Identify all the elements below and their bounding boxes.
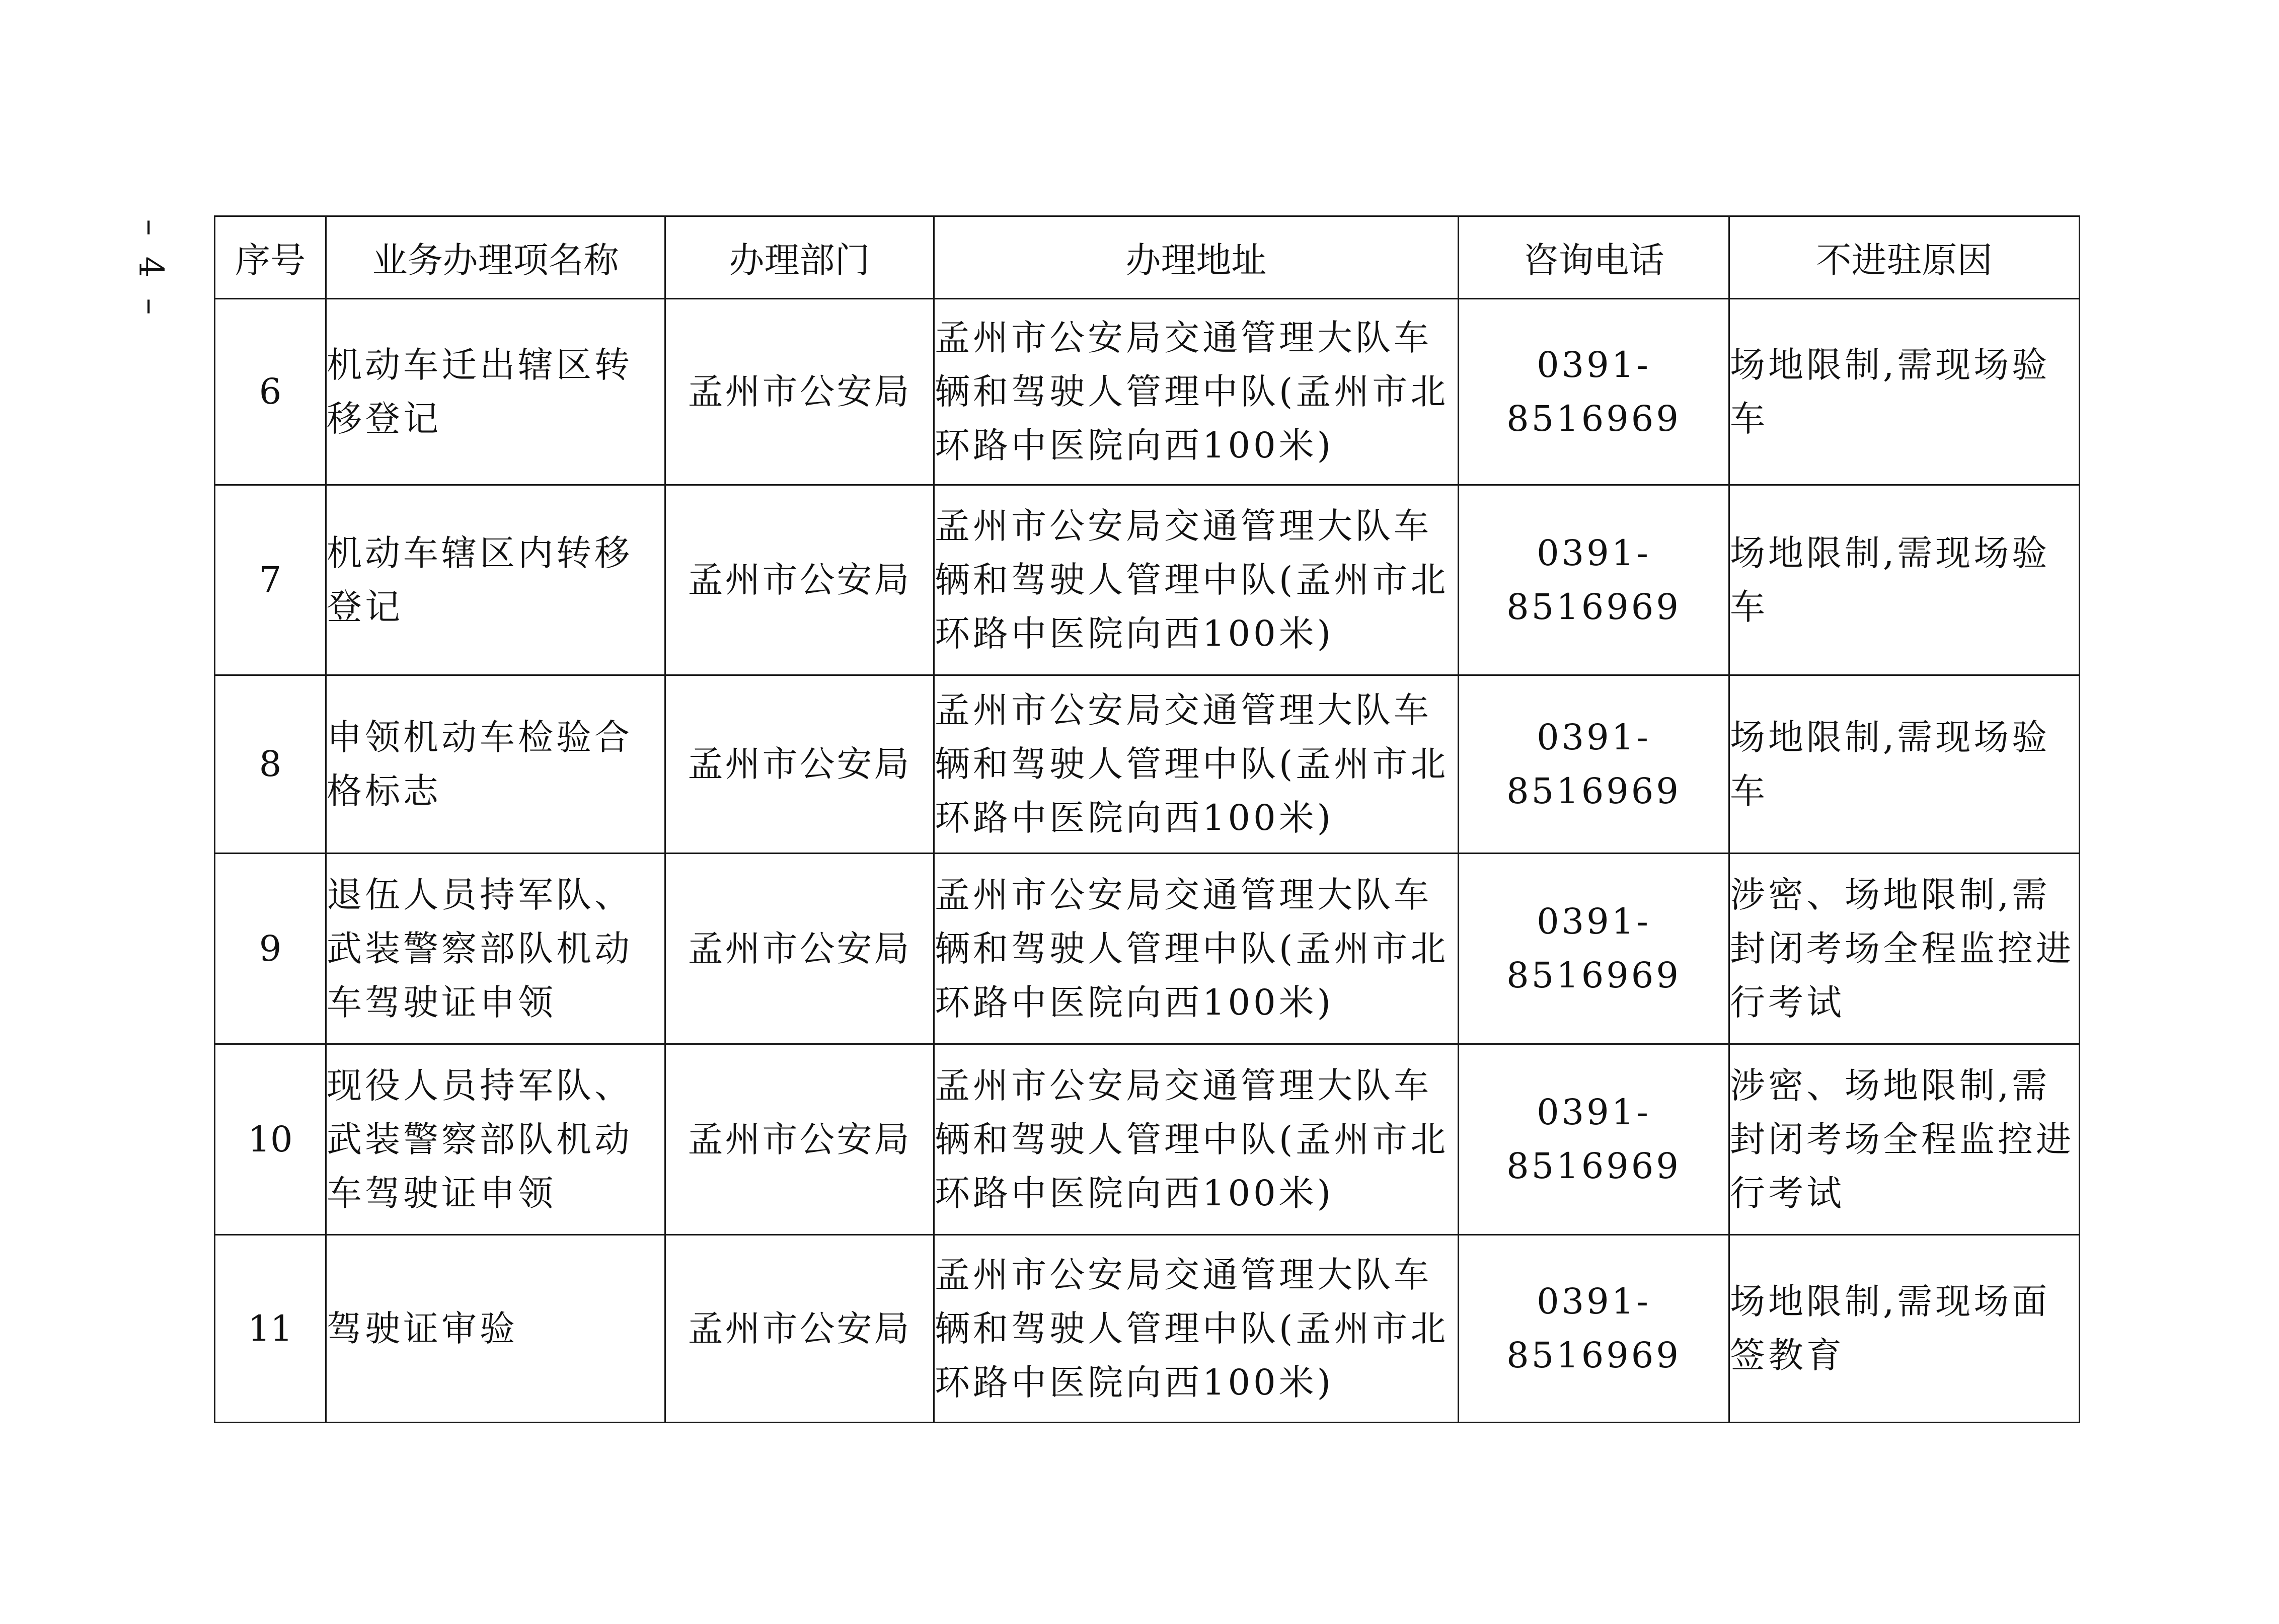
row-name: 现役人员持军队、武装警察部队机动车驾驶证申领 (326, 1044, 665, 1235)
row-address: 孟州市公安局交通管理大队车辆和驾驶人管理中队(孟州市北环路中医院向西100米) (934, 854, 1459, 1044)
header-num: 序号 (215, 216, 326, 299)
row-phone: 0391-8516969 (1459, 485, 1729, 675)
row-phone: 0391-8516969 (1459, 1235, 1729, 1423)
row-name: 机动车辖区内转移登记 (326, 485, 665, 675)
row-name: 机动车迁出辖区转移登记 (326, 299, 665, 485)
row-phone: 0391-8516969 (1459, 675, 1729, 854)
header-phone: 咨询电话 (1459, 216, 1729, 299)
row-reason: 场地限制,需现场面签教育 (1729, 1235, 2080, 1423)
row-name: 退伍人员持军队、武装警察部队机动车驾驶证申领 (326, 854, 665, 1044)
header-reason: 不进驻原因 (1729, 216, 2080, 299)
row-phone: 0391-8516969 (1459, 1044, 1729, 1235)
table-row (215, 299, 2080, 485)
row-num: 6 (215, 299, 326, 485)
row-phone: 0391-8516969 (1459, 854, 1729, 1044)
table-row (215, 485, 2080, 675)
header-address: 办理地址 (934, 216, 1459, 299)
row-address: 孟州市公安局交通管理大队车辆和驾驶人管理中队(孟州市北环路中医院向西100米) (934, 1044, 1459, 1235)
row-dept: 孟州市公安局 (665, 299, 934, 485)
table-row (215, 1235, 2080, 1423)
table-row (215, 675, 2080, 854)
header-name: 业务办理项名称 (326, 216, 665, 299)
row-reason: 涉密、场地限制,需封闭考场全程监控进行考试 (1729, 854, 2080, 1044)
row-reason: 场地限制,需现场验车 (1729, 485, 2080, 675)
service-table (214, 215, 2080, 1423)
table-row (215, 1044, 2080, 1235)
row-dept: 孟州市公安局 (665, 1235, 934, 1423)
row-reason: 涉密、场地限制,需封闭考场全程监控进行考试 (1729, 1044, 2080, 1235)
table-header-row (215, 216, 2080, 299)
row-address: 孟州市公安局交通管理大队车辆和驾驶人管理中队(孟州市北环路中医院向西100米) (934, 675, 1459, 854)
row-num: 8 (215, 675, 326, 854)
row-name: 申领机动车检验合格标志 (326, 675, 665, 854)
table-row (215, 854, 2080, 1044)
page-number (123, 209, 179, 330)
page-number-text: – 4 – (131, 219, 171, 320)
row-phone: 0391-8516969 (1459, 299, 1729, 485)
header-dept: 办理部门 (665, 216, 934, 299)
row-name: 驾驶证审验 (326, 1235, 665, 1423)
row-num: 11 (215, 1235, 326, 1423)
row-num: 7 (215, 485, 326, 675)
row-reason: 场地限制,需现场验车 (1729, 299, 2080, 485)
row-address: 孟州市公安局交通管理大队车辆和驾驶人管理中队(孟州市北环路中医院向西100米) (934, 299, 1459, 485)
row-num: 10 (215, 1044, 326, 1235)
row-dept: 孟州市公安局 (665, 854, 934, 1044)
row-dept: 孟州市公安局 (665, 675, 934, 854)
row-reason: 场地限制,需现场验车 (1729, 675, 2080, 854)
row-dept: 孟州市公安局 (665, 1044, 934, 1235)
row-address: 孟州市公安局交通管理大队车辆和驾驶人管理中队(孟州市北环路中医院向西100米) (934, 1235, 1459, 1423)
row-address: 孟州市公安局交通管理大队车辆和驾驶人管理中队(孟州市北环路中医院向西100米) (934, 485, 1459, 675)
row-dept: 孟州市公安局 (665, 485, 934, 675)
row-num: 9 (215, 854, 326, 1044)
